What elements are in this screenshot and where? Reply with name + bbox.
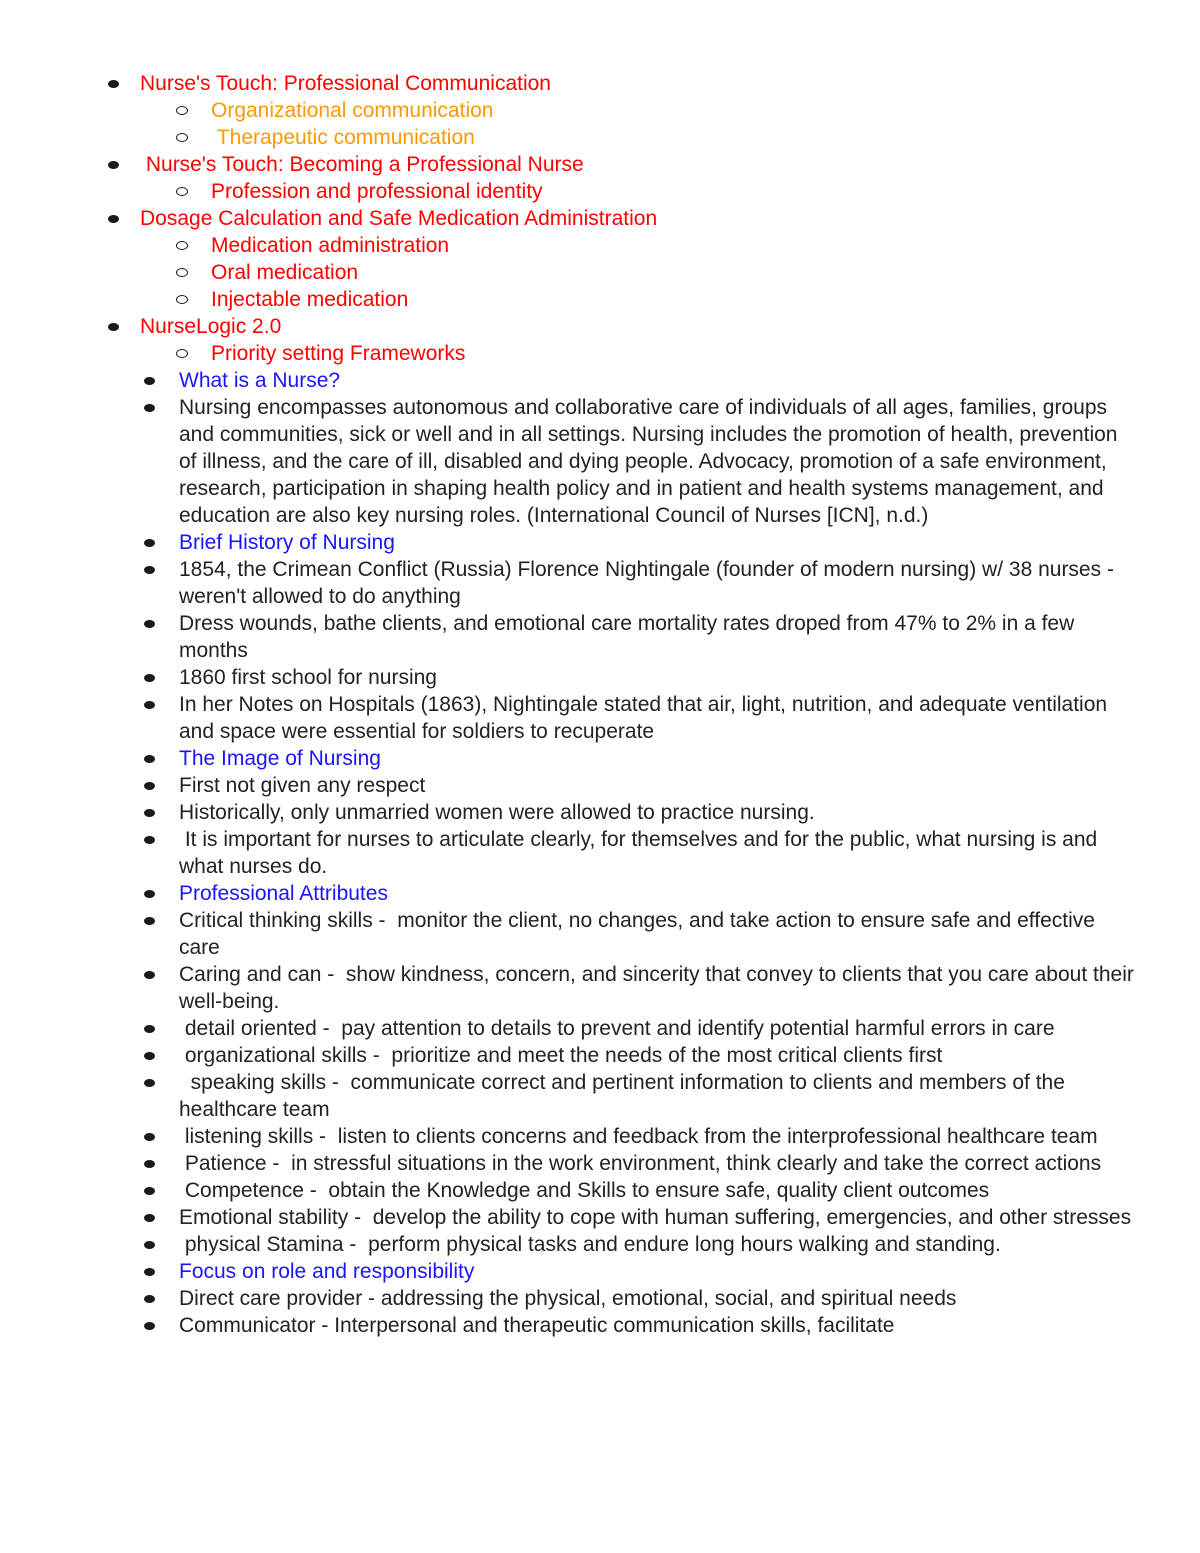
list-item <box>0 70 1130 97</box>
list-item-text: Focus on role and responsibility <box>179 1260 475 1283</box>
list-item <box>0 340 1141 367</box>
list-item-text: speaking skills - communicate correct and pertinent information to clients and members of the healthcare team <box>179 1071 1071 1121</box>
list-item-text: Dosage Calculation and Safe Medication Administration <box>140 207 658 230</box>
filled-bullet-icon <box>144 1069 156 1096</box>
filled-bullet-icon <box>144 1204 156 1231</box>
filled-bullet-icon <box>108 70 120 97</box>
list-item <box>0 394 1139 529</box>
list-item-text: Nurse's Touch: Becoming a Professional Nurse <box>140 153 584 176</box>
list-item-text: detail oriented - pay attention to details to prevent and identify potential harmful errors in care <box>179 1017 1055 1040</box>
list-item-text: Critical thinking skills - monitor the client, no changes, and take action to ensure safe and effective care <box>179 909 1101 959</box>
list-item <box>0 664 1139 691</box>
list-item-text: 1854, the Crimean Conflict (Russia) Florence Nightingale (founder of modern nursing) w/ 38 nurses - weren't allowed to do anything <box>179 558 1120 608</box>
list-item-text: Medication administration <box>211 234 450 257</box>
list-item <box>0 259 1141 286</box>
hollow-bullet-icon <box>176 232 188 259</box>
filled-bullet-icon <box>144 826 156 853</box>
list-item <box>0 1123 1139 1150</box>
list-item <box>0 745 1139 772</box>
filled-bullet-icon <box>144 799 156 826</box>
hollow-bullet-icon <box>176 259 188 286</box>
list-item <box>0 1285 1139 1312</box>
list-item <box>0 556 1139 610</box>
list-item <box>0 313 1130 340</box>
list-item <box>0 1204 1139 1231</box>
list-item-text: Oral medication <box>211 261 359 284</box>
list-item <box>0 97 1141 124</box>
list-item <box>0 1069 1139 1123</box>
list-item-text: Priority setting Frameworks <box>211 342 466 365</box>
filled-bullet-icon <box>144 1150 156 1177</box>
list-item <box>0 961 1139 1015</box>
list-item-text: Caring and can - show kindness, concern, and sincerity that convey to clients that you care about their well-being. <box>179 963 1140 1013</box>
filled-bullet-icon <box>144 664 156 691</box>
list-item <box>0 205 1130 232</box>
list-item-text: Direct care provider - addressing the physical, emotional, social, and spiritual needs <box>179 1287 957 1310</box>
list-item <box>0 178 1141 205</box>
list-item <box>0 772 1139 799</box>
list-item-text: Nursing encompasses autonomous and collaborative care of individuals of all ages, families, groups and communities, sick or well and in all settings. Nursing includes the promotion of health, prevention of illness, and the care of ill, disabled and dying people. Advocacy, promotion of a safe environment, research, participation in shaping health policy and in patient and health systems management, and education are also key nursing roles. (International Council of Nurses [ICN], n.d.) <box>179 396 1124 527</box>
filled-bullet-icon <box>144 907 156 934</box>
hollow-bullet-icon <box>176 124 188 151</box>
list-item <box>0 1258 1139 1285</box>
list-item <box>0 1042 1139 1069</box>
list-item <box>0 826 1139 880</box>
filled-bullet-icon <box>144 394 156 421</box>
document-body <box>0 70 1200 1339</box>
filled-bullet-icon <box>144 1123 156 1150</box>
filled-bullet-icon <box>108 313 120 340</box>
list-item-text: Communicator - Interpersonal and therapeutic communication skills, facilitate <box>179 1314 895 1337</box>
hollow-bullet-icon <box>176 340 188 367</box>
filled-bullet-icon <box>144 1177 156 1204</box>
list-item <box>0 880 1139 907</box>
list-item <box>0 907 1139 961</box>
list-item <box>0 232 1141 259</box>
list-item-text: Organizational communication <box>211 99 494 122</box>
list-item-text: First not given any respect <box>179 774 426 797</box>
hollow-bullet-icon <box>176 286 188 313</box>
list-item <box>0 799 1139 826</box>
list-item-text: Competence - obtain the Knowledge and Skills to ensure safe, quality client outcomes <box>179 1179 990 1202</box>
filled-bullet-icon <box>144 1258 156 1285</box>
list-item-text: In her Notes on Hospitals (1863), Nightingale stated that air, light, nutrition, and adequate ventilation and space were essential for soldiers to recuperate <box>179 693 1113 743</box>
list-item-text: NurseLogic 2.0 <box>140 315 282 338</box>
filled-bullet-icon <box>144 1285 156 1312</box>
list-item-text: Profession and professional identity <box>211 180 543 203</box>
filled-bullet-icon <box>144 529 156 556</box>
list-item-text: Therapeutic communication <box>211 126 475 149</box>
list-item <box>0 367 1139 394</box>
filled-bullet-icon <box>144 1312 156 1339</box>
list-item <box>0 529 1139 556</box>
filled-bullet-icon <box>108 205 120 232</box>
filled-bullet-icon <box>108 151 120 178</box>
list-item-text: Nurse's Touch: Professional Communication <box>140 72 551 95</box>
list-item <box>0 286 1141 313</box>
list-item-text: physical Stamina - perform physical tasks and endure long hours walking and standing. <box>179 1233 1001 1256</box>
list-item-text: listening skills - listen to clients concerns and feedback from the interprofessional healthcare team <box>179 1125 1098 1148</box>
list-item-text: 1860 first school for nursing <box>179 666 437 689</box>
list-item <box>0 151 1130 178</box>
list-item-text: Patience - in stressful situations in the work environment, think clearly and take the correct actions <box>179 1152 1102 1175</box>
list-item <box>0 1231 1139 1258</box>
filled-bullet-icon <box>144 1015 156 1042</box>
filled-bullet-icon <box>144 556 156 583</box>
list-item <box>0 1150 1139 1177</box>
filled-bullet-icon <box>144 367 156 394</box>
filled-bullet-icon <box>144 961 156 988</box>
list-item-text: Emotional stability - develop the ability to cope with human suffering, emergencies, and other stresses <box>179 1206 1132 1229</box>
list-item-text: Brief History of Nursing <box>179 531 395 554</box>
hollow-bullet-icon <box>176 178 188 205</box>
filled-bullet-icon <box>144 1042 156 1069</box>
list-item <box>0 124 1141 151</box>
list-item-text: Professional Attributes <box>179 882 388 905</box>
filled-bullet-icon <box>144 880 156 907</box>
list-item-text: It is important for nurses to articulate clearly, for themselves and for the public, what nursing is and what nurses do. <box>179 828 1104 878</box>
list-item-text: What is a Nurse? <box>179 369 341 392</box>
filled-bullet-icon <box>144 610 156 637</box>
list-item <box>0 1312 1139 1339</box>
list-item <box>0 1177 1139 1204</box>
list-item <box>0 1015 1139 1042</box>
filled-bullet-icon <box>144 772 156 799</box>
filled-bullet-icon <box>144 691 156 718</box>
list-item-text: Injectable medication <box>211 288 409 311</box>
list-item-text: Dress wounds, bathe clients, and emotional care mortality rates droped from 47% to 2% in a few months <box>179 612 1081 662</box>
list-item-text: organizational skills - prioritize and meet the needs of the most critical clients first <box>179 1044 943 1067</box>
list-item-text: The Image of Nursing <box>179 747 381 770</box>
list-item <box>0 691 1139 745</box>
list-item <box>0 610 1139 664</box>
list-item-text: Historically, only unmarried women were allowed to practice nursing. <box>179 801 815 824</box>
filled-bullet-icon <box>144 1231 156 1258</box>
hollow-bullet-icon <box>176 97 188 124</box>
filled-bullet-icon <box>144 745 156 772</box>
